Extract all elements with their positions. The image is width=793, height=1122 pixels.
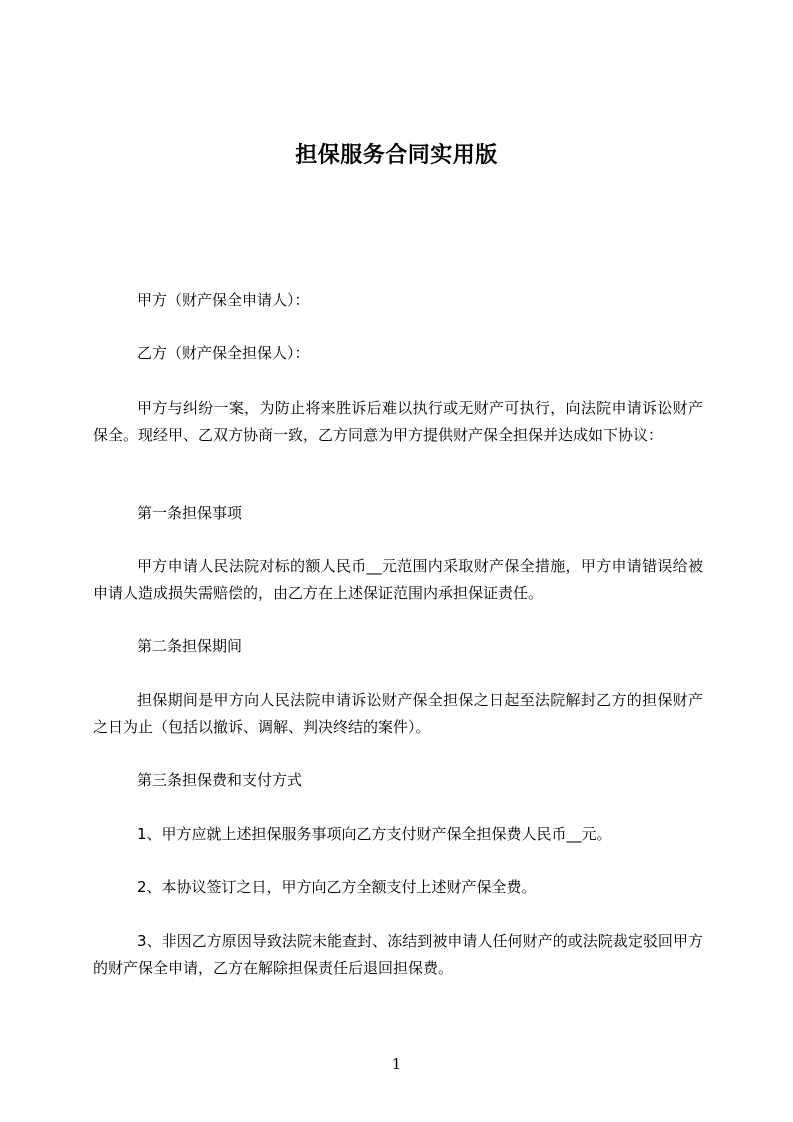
article-2-heading: 第二条担保期间: [137, 637, 243, 655]
article-1-body: 甲方申请人民法院对标的额人民币__元范围内采取财产保全措施，甲方申请错误给被申请人造成损失需赔偿的，由乙方在上述保证范围内承担保证责任。: [93, 557, 703, 602]
page-number: 1: [391, 1055, 402, 1073]
article-1-heading: 第一条担保事项: [137, 504, 243, 522]
intro-paragraph: 甲方与纠纷一案，为防止将来胜诉后难以执行或无财产可执行，向法院申请诉讼财产保全。现经甲、乙双方协商一致，乙方同意为甲方提供财产保全担保并达成如下协议：: [93, 399, 703, 444]
article-3-item-2: 2、本协议签订之日，甲方向乙方全额支付上述财产保全费。: [137, 878, 537, 896]
article-2-body: 担保期间是甲方向人民法院申请诉讼财产保全担保之日起至法院解封乙方的担保财产之日为止（包括以撤诉、调解、判决终结的案件）。: [93, 691, 703, 736]
article-3-item-1: 1、甲方应就上述担保服务事项向乙方支付财产保全担保费人民币__元。: [137, 825, 612, 843]
document-title: 担保服务合同实用版: [295, 143, 498, 168]
article-3-heading: 第三条担保费和支付方式: [137, 771, 303, 789]
article-3-item-3: 3、非因乙方原因导致法院未能查封、冻结到被申请人任何财产的或法院裁定驳回甲方的财产保全申请，乙方在解除担保责任后退回担保费。: [93, 932, 703, 977]
party-a-line: 甲方（财产保全申请人）：: [137, 291, 310, 309]
party-b-line: 乙方（财产保全担保人）：: [137, 344, 310, 362]
